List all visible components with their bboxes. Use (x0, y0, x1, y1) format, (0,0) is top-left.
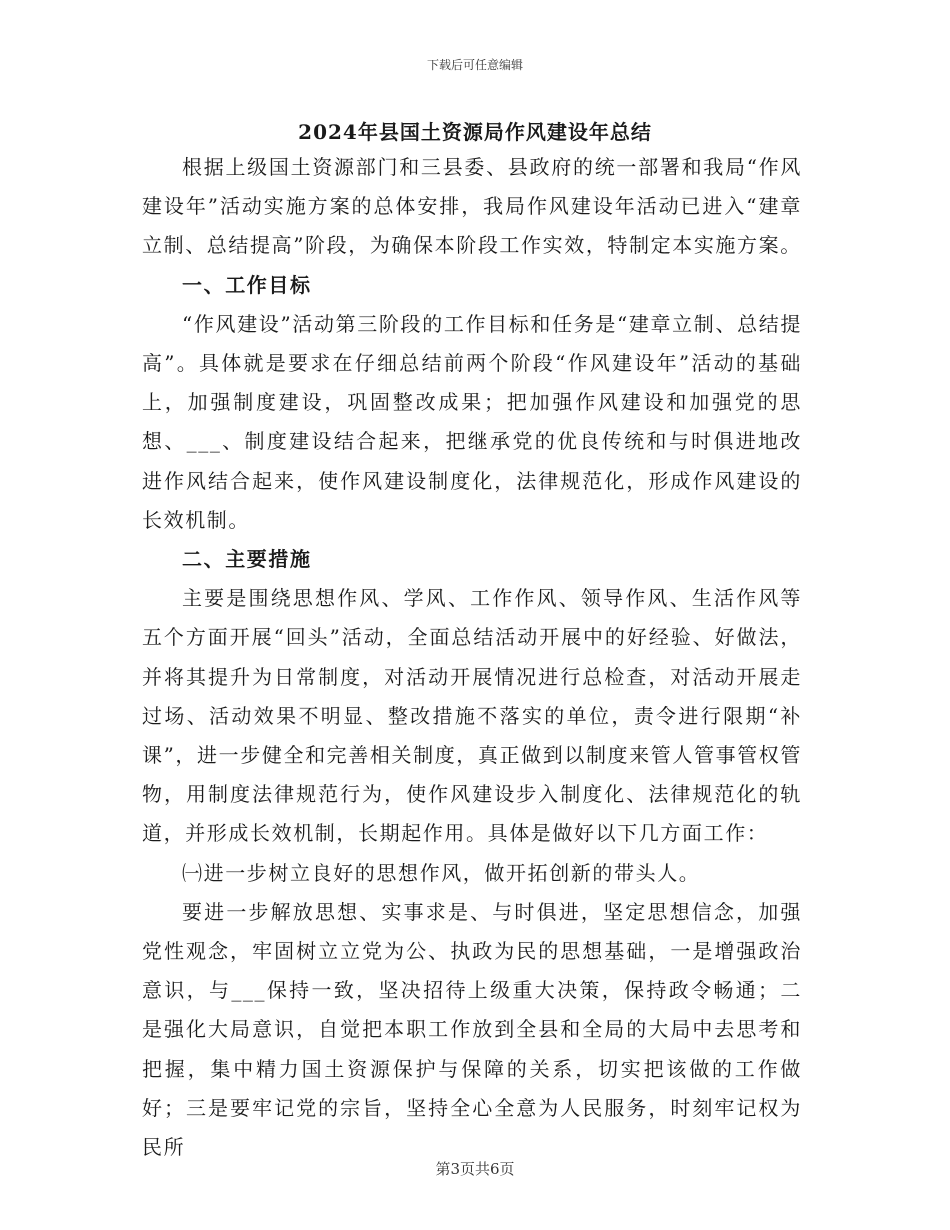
page-number: 第3页共6页 (435, 1160, 515, 1178)
section-heading-measures: 二、主要措施 (182, 547, 312, 572)
paragraph-subheading-1: ㈠进一步树立良好的思想作风，做开拓创新的带头人。 (182, 860, 701, 885)
paragraph-intro: 根据上级国土资源部门和三县委、县政府的统一部署和我局“作风建设年”活动实施方案的总体安排，我局作风建设年活动已进入“建章立制、总结提高”阶段，为确保本阶段工作实效，特制定本实施方案。 (142, 155, 802, 258)
section-heading-goals: 一、工作目标 (182, 272, 312, 297)
paragraph-thinking: 要进一步解放思想、实事求是、与时俱进，坚定思想信念，加强党性观念，牢固树立立党为公、执政为民的思想基础，一是增强政治意识，与___保持一致，坚决招待上级重大决策，保持政令畅通；二是强化大局意识，自觉把本职工作放到全县和全局的大局中去思考和把握，集中精力国土资源保护与保障的关系，切实把该做的工作做好；三是要牢记党的宗旨，坚持全心全意为人民服务，时刻牢记权为民所 (142, 899, 802, 1160)
paragraph-measures: 主要是围绕思想作风、学风、工作作风、领导作风、生活作风等五个方面开展“回头”活动，全面总结活动开展中的好经验、好做法，并将其提升为日常制度，对活动开展情况进行总检查，对活动开展走过场、活动效果不明显、整改措施不落实的单位，责令进行限期“补课”，进一步健全和完善相关制度，真正做到以制度来管人管事管权管物，用制度法律规范行为，使作风建设步入制度化、法律规范化的轨道，并形成长效机制，长期起作用。具体是做好以下几方面工作： (142, 586, 802, 846)
header-note: 下载后可任意编辑 (426, 58, 523, 72)
paragraph-goals: “作风建设”活动第三阶段的工作目标和任务是“建章立制、总结提高”。具体就是要求在仔细总结前两个阶段“作风建设年”活动的基础上，加强制度建设，巩固整改成果；把加强作风建设和加强党的思想、___、制度建设结合起来，把继承党的优良传统和与时俱进地改进作风结合起来，使作风建设制度化，法律规范化，形成作风建设的长效机制。 (142, 311, 802, 532)
document-body (142, 148, 802, 1167)
document-title: 2024年县国土资源局作风建设年总结 (298, 120, 652, 144)
